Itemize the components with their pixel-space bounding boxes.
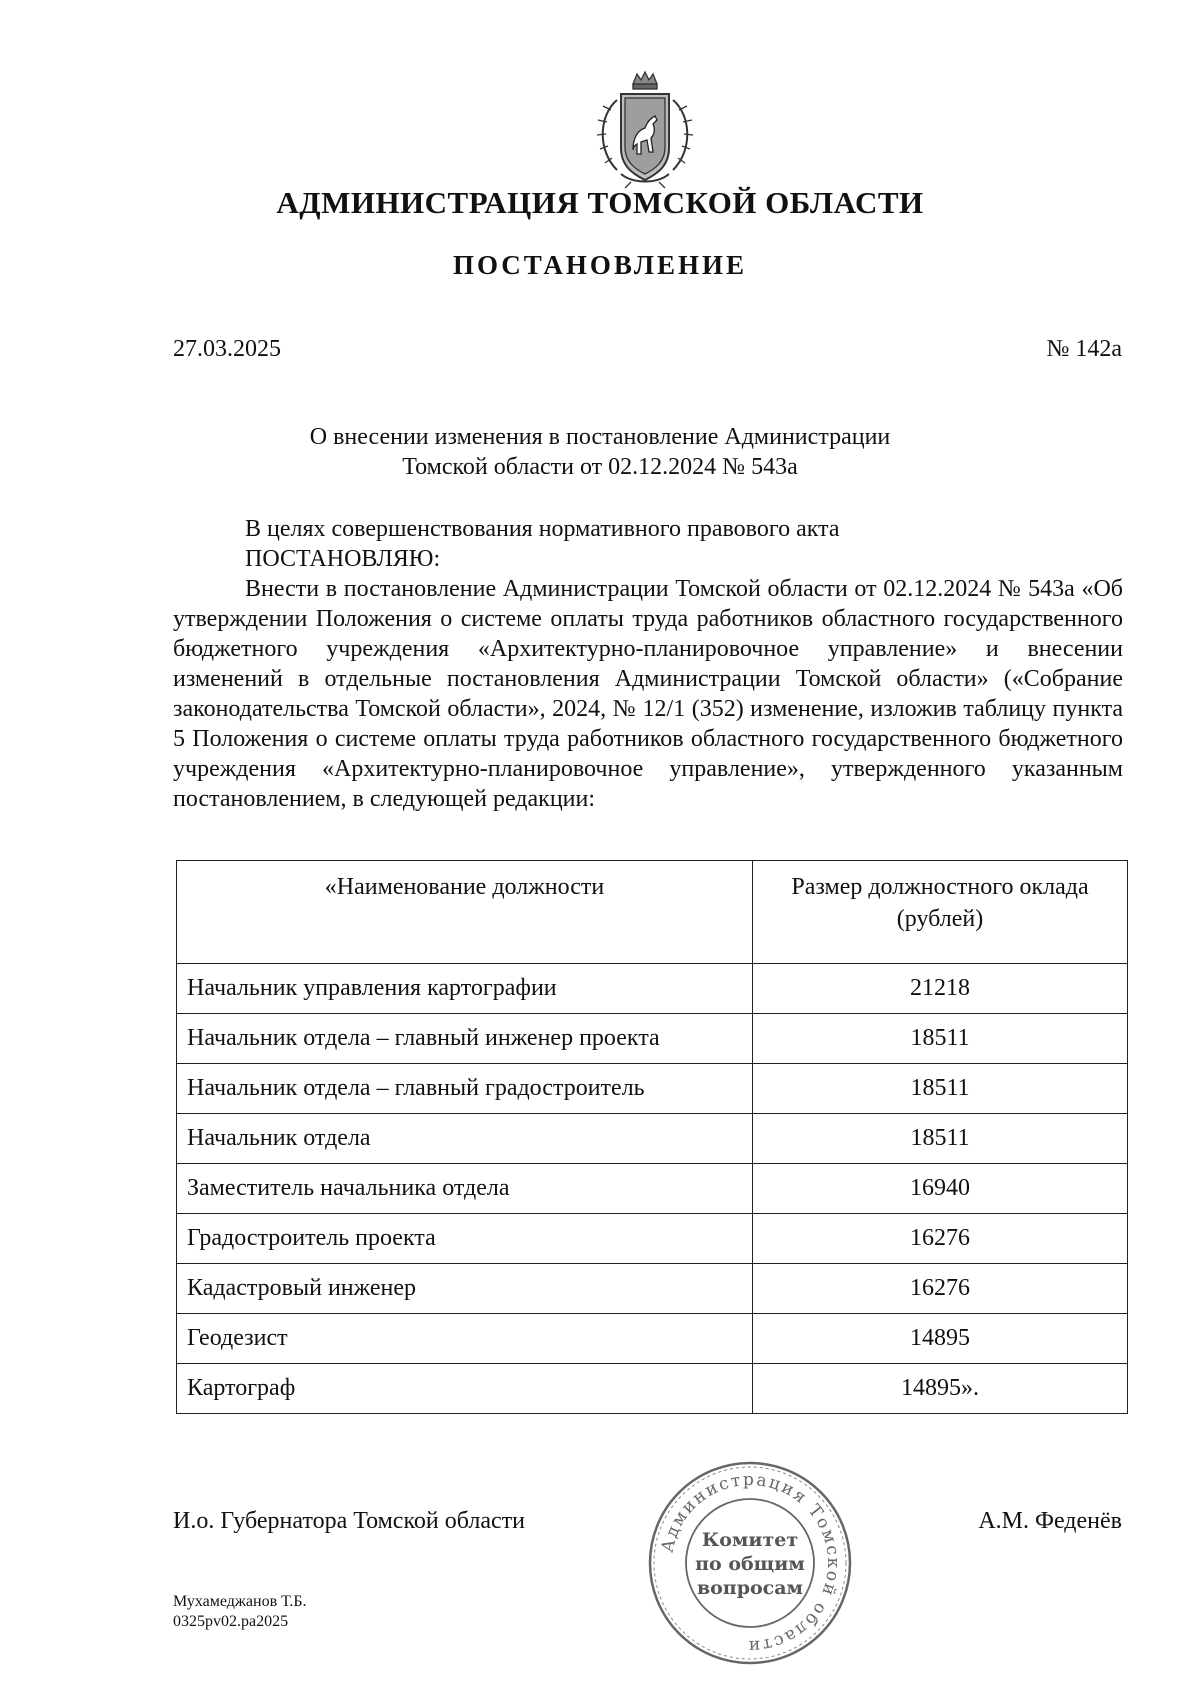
- table-row: [177, 1264, 1128, 1314]
- official-stamp-icon: [645, 1458, 855, 1668]
- salary-table: [176, 860, 1128, 1414]
- stamp-center-line: Комитет: [701, 1529, 799, 1551]
- header-salary: [753, 861, 1128, 964]
- executor-code: 0325рv02.ра2025: [173, 1613, 289, 1630]
- stamp-center-line: по общим: [695, 1553, 805, 1575]
- signatory-title: И.о. Губернатора Томской области: [173, 1508, 525, 1534]
- subject-line: Томской области от 02.12.2024 № 543а: [402, 454, 798, 480]
- table-row: [177, 1014, 1128, 1064]
- purpose-paragraph: В целях совершенствования нормативного правового акта: [245, 516, 840, 542]
- executor-name: Мухамеджанов Т.Б.: [173, 1593, 307, 1610]
- subject-line: О внесении изменения в постановление Администрации: [309, 424, 891, 450]
- header-salary-line: Размер должностного оклада: [791, 874, 1089, 900]
- table-row: [177, 1164, 1128, 1214]
- table-row: [177, 1314, 1128, 1364]
- organization-title: АДМИНИСТРАЦИЯ ТОМСКОЙ ОБЛАСТИ: [276, 185, 924, 220]
- table-row: [177, 1214, 1128, 1264]
- document-number: № 142а: [1046, 336, 1122, 362]
- decree-word: ПОСТАНОВЛЯЮ:: [245, 546, 441, 572]
- position-cell: Картограф: [177, 1364, 753, 1414]
- coat-of-arms-icon: [587, 70, 703, 190]
- table-row: [177, 1364, 1128, 1414]
- executor-block: [173, 1592, 307, 1632]
- salary-cell: 18511: [753, 1014, 1128, 1064]
- position-cell: Начальник отдела – главный инженер проекта: [177, 1014, 753, 1064]
- table-row: [177, 1064, 1128, 1114]
- stamp-ring-text: Администрация Томской области: [657, 1469, 844, 1657]
- salary-cell: 21218: [753, 964, 1128, 1014]
- salary-cell: 14895».: [753, 1364, 1128, 1414]
- salary-cell: 16276: [753, 1214, 1128, 1264]
- salary-cell: 14895: [753, 1314, 1128, 1364]
- salary-cell: 16276: [753, 1264, 1128, 1314]
- table-row: [177, 964, 1128, 1014]
- header-position: «Наименование должности: [177, 861, 753, 964]
- position-cell: Геодезист: [177, 1314, 753, 1364]
- position-cell: Начальник отдела – главный градостроитель: [177, 1064, 753, 1114]
- header-salary-line: (рублей): [896, 906, 984, 932]
- position-cell: Начальник управления картографии: [177, 964, 753, 1014]
- table-header-row: [177, 861, 1128, 964]
- document-subject: [0, 422, 1200, 482]
- position-cell: Кадастровый инженер: [177, 1264, 753, 1314]
- position-cell: Заместитель начальника отдела: [177, 1164, 753, 1214]
- salary-cell: 16940: [753, 1164, 1128, 1214]
- position-cell: Градостроитель проекта: [177, 1214, 753, 1264]
- salary-cell: 18511: [753, 1114, 1128, 1164]
- document-date: 27.03.2025: [173, 336, 281, 362]
- stamp-center-line: вопросам: [696, 1577, 804, 1599]
- salary-cell: 18511: [753, 1064, 1128, 1114]
- position-cell: Начальник отдела: [177, 1114, 753, 1164]
- document-type: ПОСТАНОВЛЕНИЕ: [452, 250, 748, 280]
- signatory-name: А.М. Феденёв: [978, 1508, 1122, 1534]
- table-row: [177, 1114, 1128, 1164]
- decree-body: Внести в постановление Администрации Томской области от 02.12.2024 № 543а «Об утверждении Положения о системе оплаты труда работников областного государственного бюджетного учреждения «Архитектурно-планировочное управление» и внесении изменений в отдельные постановления Администрации Томской области» («Собрание законодательства Томской области», 2024, № 12/1 (352) изменение, изложив таблицу пункта 5 Положения о системе оплаты труда работников областного государственного бюджетного учреждения «Архитектурно-планировочное управление», утвержденного указанным постановлением, в следующей редакции:: [173, 576, 1123, 812]
